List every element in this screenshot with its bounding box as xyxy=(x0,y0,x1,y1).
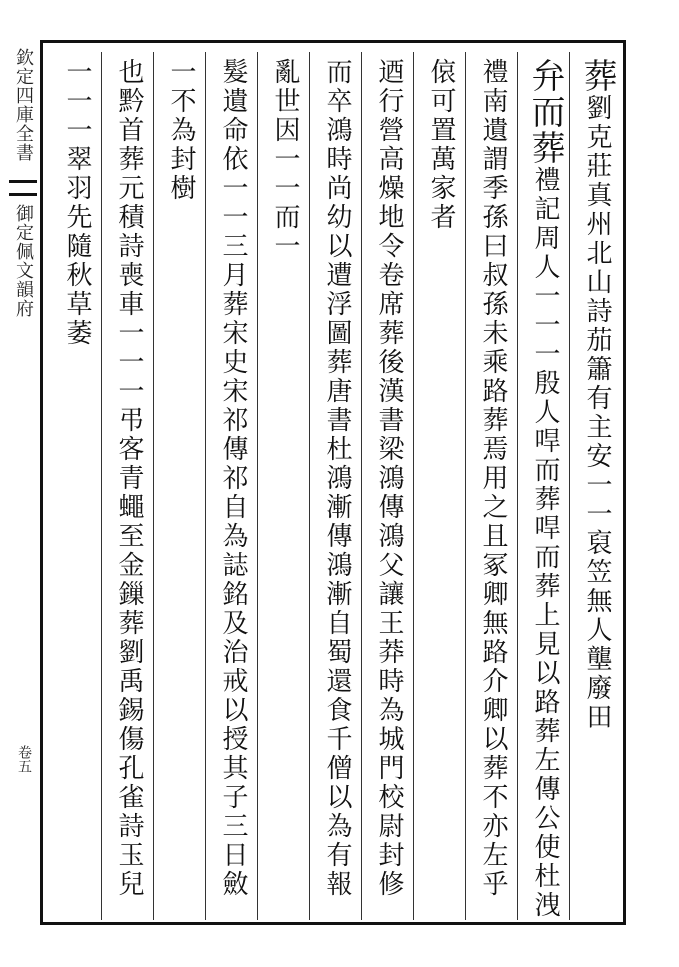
entry-head: 弁而葬 xyxy=(525,58,565,166)
column-text: 偯可置萬家者 xyxy=(426,58,456,232)
text-column-3 xyxy=(465,52,517,920)
column-text: 亂世因一一而一 xyxy=(270,58,300,261)
margin-title: 欽定四庫全書 xyxy=(13,48,34,162)
column-text: 一一一翠羽先隨秋草萎 xyxy=(62,58,92,348)
text-column-11 xyxy=(49,52,101,920)
text-column-5 xyxy=(361,52,413,920)
column-text: 禮記周人一一一殷人哻而葬哻而葬上見以路葬左傳公使杜洩 xyxy=(530,166,560,920)
text-column-7 xyxy=(257,52,309,920)
entry-head: 葬 xyxy=(577,58,617,94)
text-column-10 xyxy=(101,52,153,920)
text-column-2 xyxy=(517,52,569,920)
column-text: 髮遺命依一一三月葬宋史宋祁傳祁自為誌銘及治戒以授其子三日斂 xyxy=(218,58,248,899)
column-text: 而卒鴻時尚幼以遭浮圖葬唐書杜鴻漸傳鴻漸自蜀還食千僧以為有報 xyxy=(322,58,352,899)
text-columns xyxy=(46,52,621,920)
margin-book-title: 御定佩文韻府 xyxy=(13,204,34,318)
column-text: 也黔首葬元積詩喪車一一一弔客青蠅至金鏁葬劉禹錫傷孔雀詩玉兒 xyxy=(114,58,144,899)
column-text: 一不為封樹 xyxy=(166,58,196,203)
margin-divider xyxy=(9,180,37,196)
text-column-8 xyxy=(205,52,257,920)
folio-number: 卷五 xyxy=(16,745,32,773)
column-text: 迺行營高燥地令卷席葬後漢書梁鴻傳鴻父讓王莽時為城門校尉封修 xyxy=(374,58,404,899)
text-column-9 xyxy=(153,52,205,920)
margin-column xyxy=(8,48,38,928)
text-column-6 xyxy=(309,52,361,920)
text-column-1 xyxy=(569,52,621,920)
column-text: 劉克莊真州北山詩茄簫有主安一一裒笠無人壟廢田 xyxy=(582,94,612,732)
column-text: 禮南遺謂季孫曰叔孫未乘路葬焉用之且冢卿無路介卿以葬不亦左乎 xyxy=(478,58,508,899)
text-column-4 xyxy=(413,52,465,920)
